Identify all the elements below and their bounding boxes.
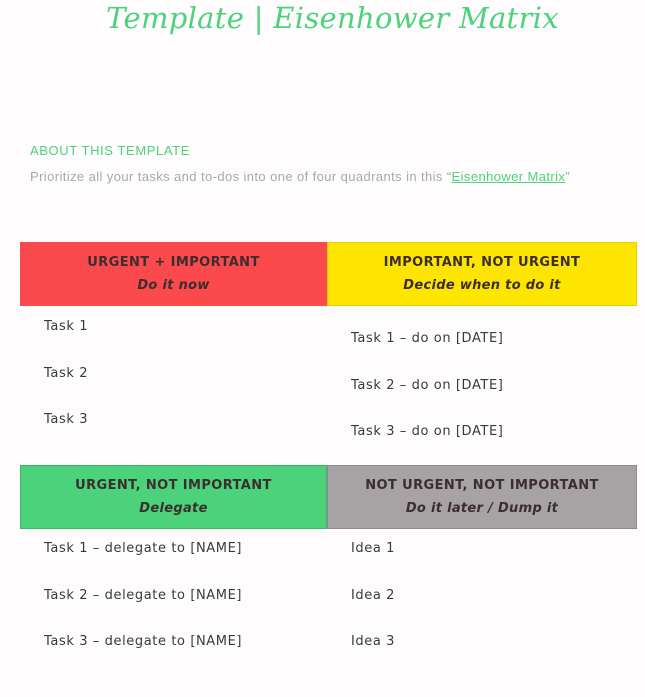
list-item: Idea 1 bbox=[351, 541, 396, 556]
quadrant-subtitle: Do it now bbox=[137, 277, 210, 293]
list-item: Task 3 bbox=[44, 412, 89, 427]
list-item: Task 1 – do on [DATE] bbox=[351, 331, 504, 346]
list-item: Task 2 – do on [DATE] bbox=[351, 378, 504, 393]
list-item: Task 1 – delegate to [NAME] bbox=[44, 541, 243, 556]
quadrant-subtitle: Decide when to do it bbox=[403, 277, 561, 293]
about-text-close-quote: ” bbox=[565, 169, 571, 184]
page-title: Template | Eisenhower Matrix bbox=[106, 1, 559, 35]
about-description bbox=[30, 165, 620, 188]
list-item: Task 2 – delegate to [NAME] bbox=[44, 588, 243, 603]
about-heading: ABOUT THIS TEMPLATE bbox=[30, 143, 190, 158]
list-item: Task 1 bbox=[44, 319, 89, 334]
list-item: Idea 3 bbox=[351, 634, 396, 649]
about-text-intro: Prioritize all your tasks and to-dos into one of four quadrants in this “ bbox=[30, 169, 452, 184]
quadrant-important-not-urgent-header bbox=[327, 242, 637, 306]
quadrant-not-urgent-not-important-header bbox=[327, 465, 637, 529]
list-item: Task 3 – delegate to [NAME] bbox=[44, 634, 243, 649]
list-item: Task 2 bbox=[44, 366, 89, 381]
quadrant-subtitle: Do it later / Dump it bbox=[405, 500, 559, 516]
quadrant-title: IMPORTANT, NOT URGENT bbox=[383, 254, 581, 270]
quadrant-subtitle: Delegate bbox=[139, 500, 208, 516]
quadrant-title: URGENT, NOT IMPORTANT bbox=[75, 477, 272, 493]
list-item: Task 3 – do on [DATE] bbox=[351, 424, 504, 439]
quadrant-urgent-important-header bbox=[20, 242, 327, 306]
quadrant-title: NOT URGENT, NOT IMPORTANT bbox=[365, 477, 599, 493]
quadrant-title: URGENT + IMPORTANT bbox=[87, 254, 260, 270]
eisenhower-matrix-link[interactable]: Eisenhower Matrix bbox=[451, 169, 566, 184]
quadrant-urgent-not-important-header bbox=[20, 465, 327, 529]
list-item: Idea 2 bbox=[351, 588, 396, 603]
